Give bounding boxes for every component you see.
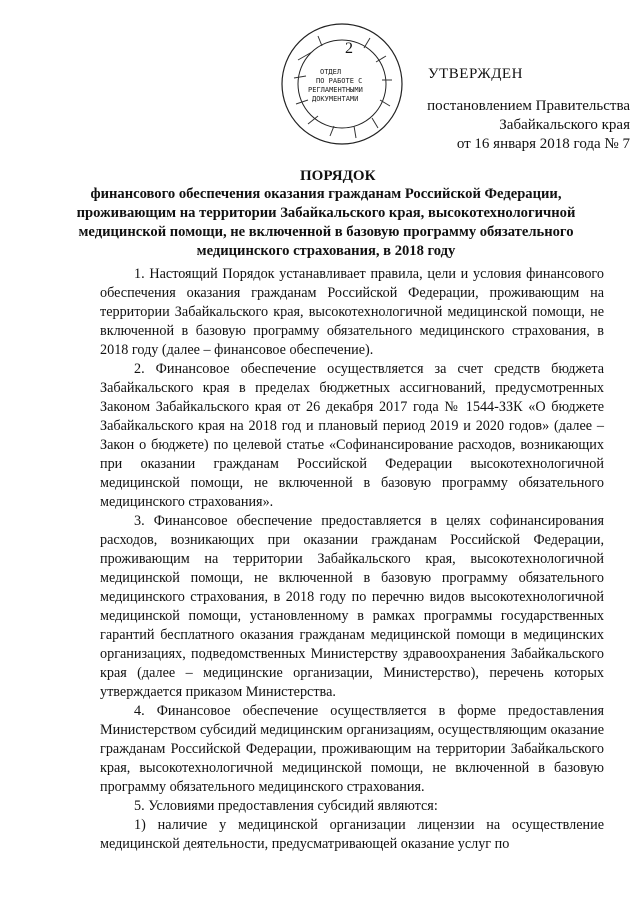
page-number: 2 bbox=[345, 40, 353, 57]
paragraph: 4. Финансовое обеспечение осуществляется в форме предоставления Министерством субсидий медицинским организациям, осуществляющим оказание гражданам Российской Федерации, проживающим на территории Забайкальского края, высокотехнологичной медицинской помощи, не включенной в базовую программу обязательного медицинского страхования. bbox=[100, 703, 604, 795]
paragraph: 1) наличие у медицинской организации лицензии на осуществление медицинской деятельности, предусматривающей оказание услуг по bbox=[100, 817, 604, 852]
decree-line: от 16 января 2018 года № 7 bbox=[456, 136, 630, 152]
svg-text:ОТДЕЛ: ОТДЕЛ bbox=[320, 68, 342, 76]
document-title: ПОРЯДОК bbox=[300, 168, 376, 184]
svg-text:РЕГЛАМЕНТНЫМИ: РЕГЛАМЕНТНЫМИ bbox=[308, 86, 363, 94]
decree-line: постановлением Правительства bbox=[427, 98, 630, 114]
svg-text:ДОКУМЕНТАМИ: ДОКУМЕНТАМИ bbox=[312, 95, 359, 103]
paragraph: 2. Финансовое обеспечение осуществляется за счет средств бюджета Забайкальского края в пределах бюджетных ассигнований, предусмотренных Законом Забайкальского края от 26 декабря 2017 года № 1544-ЗЗК «О бюджете Забайкальского края на 2018 год и плановый период 2019 и 2020 годов» (далее – Закон о бюджете) по целевой статье «Софинансирование расходов, возникающих при оказании гражданам Российской Федерации высокотехнологичной медицинской помощи, не включенной в базовую программу обязательного медицинского страхования». bbox=[100, 361, 604, 510]
decree-reference bbox=[360, 97, 630, 154]
paragraph: 1. Настоящий Порядок устанавливает правила, цели и условия финансового обеспечения оказания гражданам Российской Федерации, проживающим на территории Забайкальского края, высокотехнологичной медицинской помощи, не включенной в базовую программу обязательного медицинского страхования, в 2018 году (далее – финансовое обеспечение). bbox=[100, 266, 604, 358]
approval-heading: УТВЕРЖДЕН bbox=[428, 66, 523, 82]
paragraph: 3. Финансовое обеспечение предоставляется в целях софинансирования расходов, возникающих при оказании гражданам Российской Федерации, проживающим на территории Забайкальского края, высокотехнологичной медицинской помощи, не включенной в базовую программу обязательного медицинского страхования, в 2018 году по перечню видов высокотехнологичной медицинской помощи, установленному в рамках программы государственных гарантий бесплатного оказания гражданам медицинской помощи в медицинских организациях, подведомственных Министерству здравоохранения Забайкальского края (далее – медицинские организации, Министерство), перечень которых утверждается приказом Министерства. bbox=[100, 513, 604, 700]
paragraph: 5. Условиями предоставления субсидий являются: bbox=[134, 798, 438, 814]
decree-line: Забайкальского края bbox=[499, 117, 630, 133]
document-body bbox=[100, 265, 604, 854]
svg-text:ПО РАБОТЕ С: ПО РАБОТЕ С bbox=[316, 77, 363, 85]
stamp-inscription bbox=[308, 68, 363, 103]
document-subtitle: финансового обеспечения оказания гражданам Российской Федерации, проживающим на территории Забайкальского края, высокотехнологичной медицинской помощи, не включенной в базовую программу обязательного медицинского страхования, в 2018 году bbox=[76, 186, 576, 259]
